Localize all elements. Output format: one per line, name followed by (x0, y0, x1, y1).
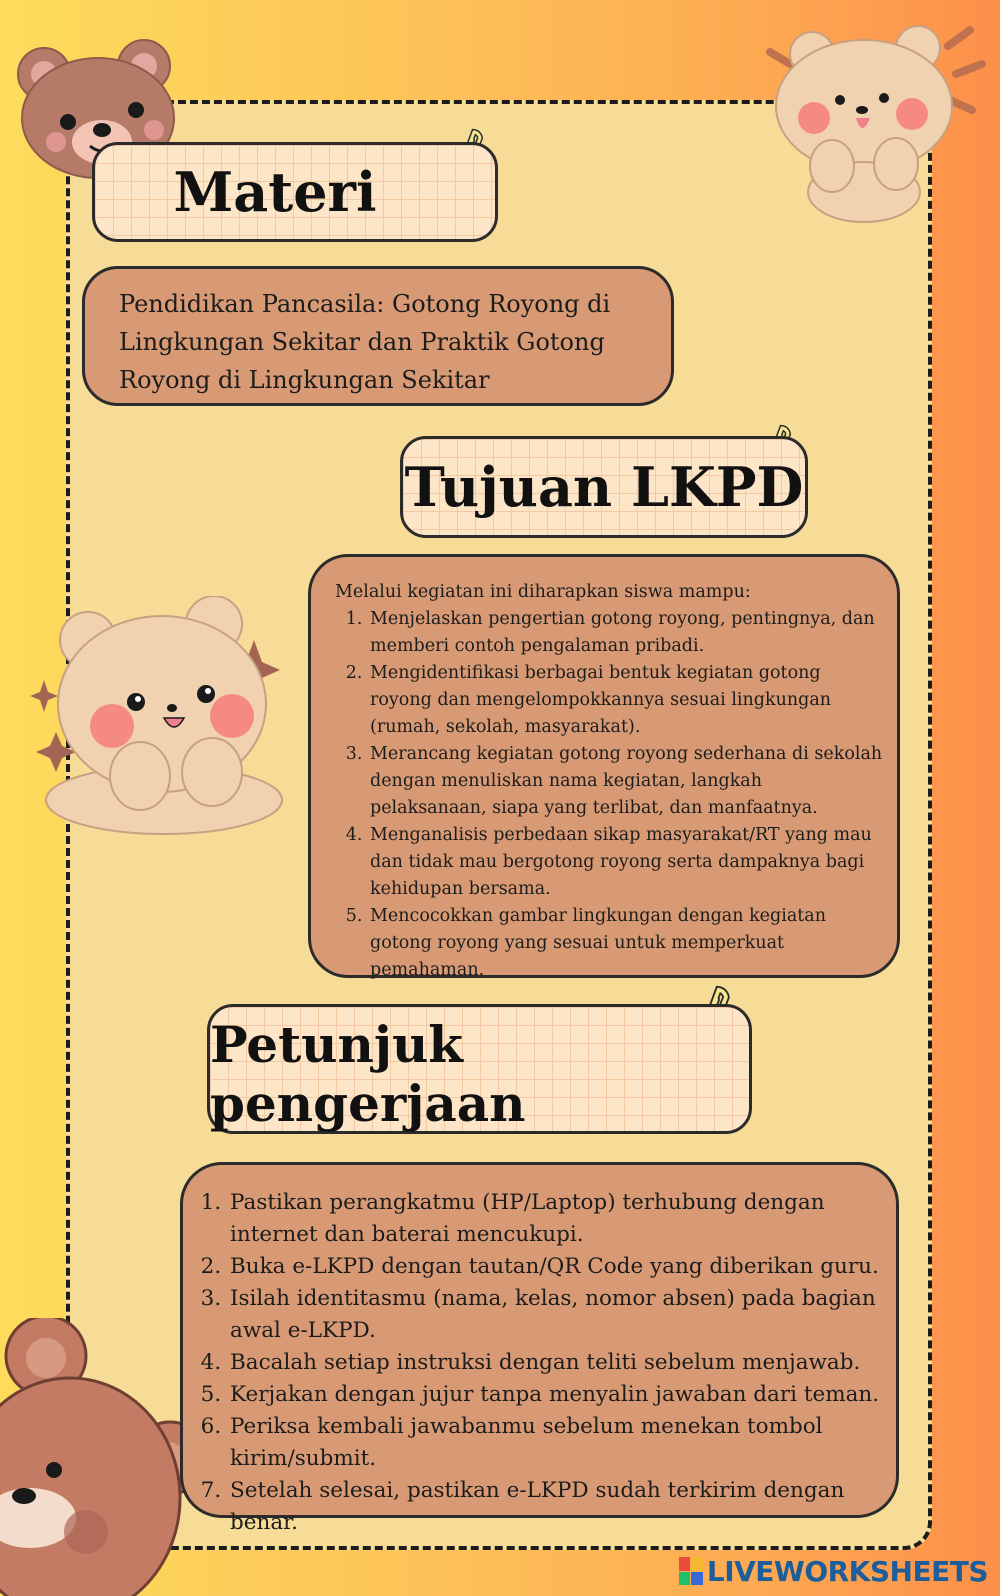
list-item: 4. Bacalah setiap instruksi dengan teliti sebelum menjawab. (228, 1347, 890, 1379)
list-item: 1. Pastikan perangkatmu (HP/Laptop) terhubung dengan internet dan baterai mencukupi. (228, 1187, 890, 1251)
brand-name: LIVEWORKSHEETS (706, 1554, 988, 1588)
tujuan-content (308, 554, 900, 978)
petunjuk-content (180, 1162, 899, 1535)
list-item: 6. Periksa kembali jawabanmu sebelum menekan tombol kirim/submit. (228, 1411, 890, 1475)
tujuan-heading: Tujuan LKPD (400, 436, 808, 538)
list-item: 5. Mencocokkan gambar lingkungan dengan kegiatan gotong royong yang sesuai untuk memperkuat pemahaman. (368, 903, 883, 984)
materi-heading: Materi (92, 142, 498, 242)
cream-bear-left-icon (22, 596, 292, 836)
liveworksheets-logo-icon (679, 1557, 703, 1585)
list-item: 4. Menganalisis perbedaan sikap masyarakat/RT yang mau dan tidak mau bergotong royong serta dampaknya bagi kehidupan bersama. (368, 822, 883, 903)
list-item: 7. Setelah selesai, pastikan e-LKPD sudah terkirim dengan benar. (228, 1475, 890, 1539)
list-item: 2. Mengidentifikasi berbagai bentuk kegiatan gotong royong dan mengelompokkannya sesuai lingkungan (rumah, sekolah, masyarakat). (368, 660, 883, 741)
list-item: 5. Kerjakan dengan jujur tanpa menyalin jawaban dari teman. (228, 1379, 890, 1411)
list-item: 1. Menjelaskan pengertian gotong royong, pentingnya, dan memberi contoh pengalaman pribadi. (368, 606, 883, 660)
petunjuk-list (207, 1187, 890, 1539)
liveworksheets-logo[interactable] (679, 1554, 988, 1588)
materi-content: Pendidikan Pancasila: Gotong Royong di Lingkungan Sekitar dan Praktik Gotong Royong di Lingkungan Sekitar (82, 266, 674, 406)
cream-bear-top-right-icon (760, 18, 990, 228)
petunjuk-heading: Petunjuk pengerjaan (207, 1004, 752, 1134)
list-item: 3. Merancang kegiatan gotong royong sederhana di sekolah dengan menuliskan nama kegiatan, langkah pelaksanaan, siapa yang terlibat, dan manfaatnya. (368, 741, 883, 822)
list-item: 2. Buka e-LKPD dengan tautan/QR Code yang diberikan guru. (228, 1251, 890, 1283)
tujuan-list (335, 606, 883, 984)
brown-bear-bottom-left-icon (0, 1318, 210, 1596)
list-item: 3. Isilah identitasmu (nama, kelas, nomor absen) pada bagian awal e-LKPD. (228, 1283, 890, 1347)
tujuan-intro: Melalui kegiatan ini diharapkan siswa mampu: (335, 582, 751, 602)
